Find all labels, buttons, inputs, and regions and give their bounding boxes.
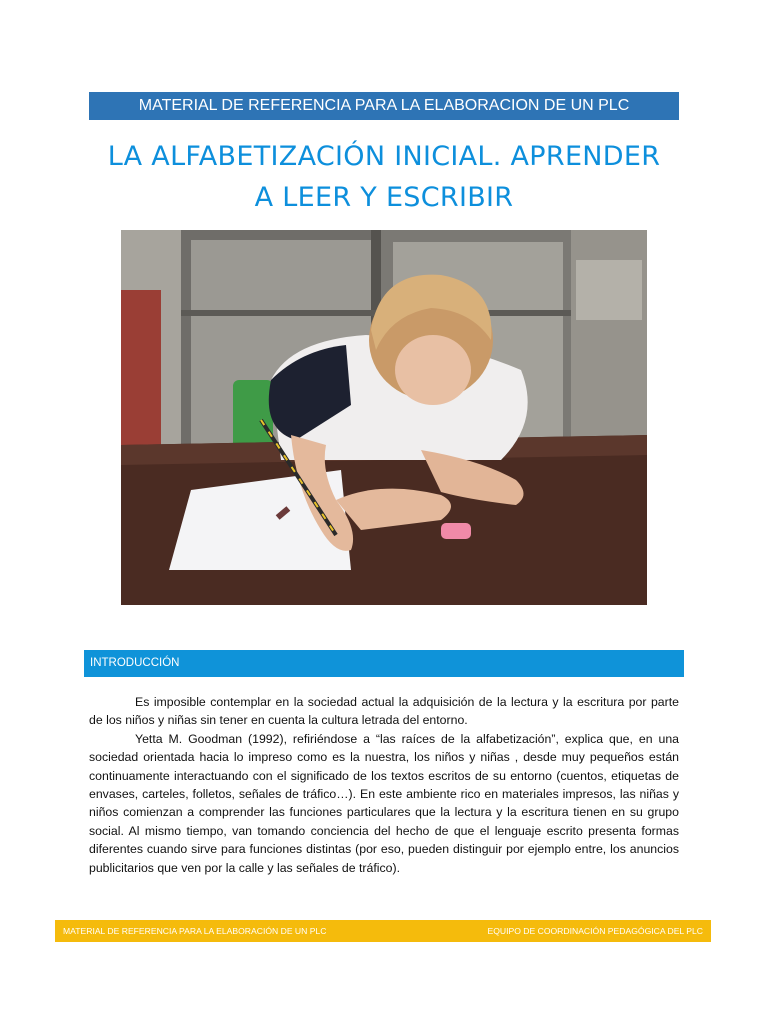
child-writing-photo (121, 230, 647, 605)
photo-illustration (121, 230, 647, 605)
introduction-body (89, 693, 679, 877)
section-heading-introduccion: INTRODUCCIÓN (84, 650, 684, 677)
intro-paragraph-1: Es imposible contemplar en la sociedad actual la adquisición de la lectura y la escritura por parte de los niños y niñas sin tener en cuenta la cultura letrada del entorno. (89, 695, 679, 728)
intro-paragraph-2: Yetta M. Goodman (1992), refiriéndose a “las raíces de la alfabetización”, explica que, en una sociedad orientada hacia lo impreso como es la nuestra, los niños y niñas , desde muy pequeños están continuamente interactuando con el significado de los textos escritos de su entorno (cuentos, etiquetas de envases, carteles, folletos, señales de tráfico…). En este ambiente rico en materiales impresos, las niñas y niños comienzan a comprender las funciones particulares que la lectura y la escritura tienen en su grupo social. Al mismo tiempo, van tomando conciencia del hecho de que el lenguaje escrito presenta formas diferentes cuando sirve para funciones distintas (por eso, pueden distinguir por ejemplo entre, los anuncios publicitarios que ven por la calle y las señales de tráfico). (89, 731, 679, 875)
footer-right-text: EQUIPO DE COORDINACIÓN PEDAGÓGICA DEL PLC (487, 926, 703, 936)
page-title-line-1: LA ALFABETIZACIÓN INICIAL. APRENDER (107, 141, 661, 172)
header-banner: MATERIAL DE REFERENCIA PARA LA ELABORACION DE UN PLC (89, 92, 679, 120)
page-footer (55, 920, 711, 942)
page-title (60, 136, 708, 218)
page-title-line-2: A LEER Y ESCRIBIR (254, 182, 514, 213)
footer-left-text: MATERIAL DE REFERENCIA PARA LA ELABORACIÓN DE UN PLC (63, 926, 327, 936)
